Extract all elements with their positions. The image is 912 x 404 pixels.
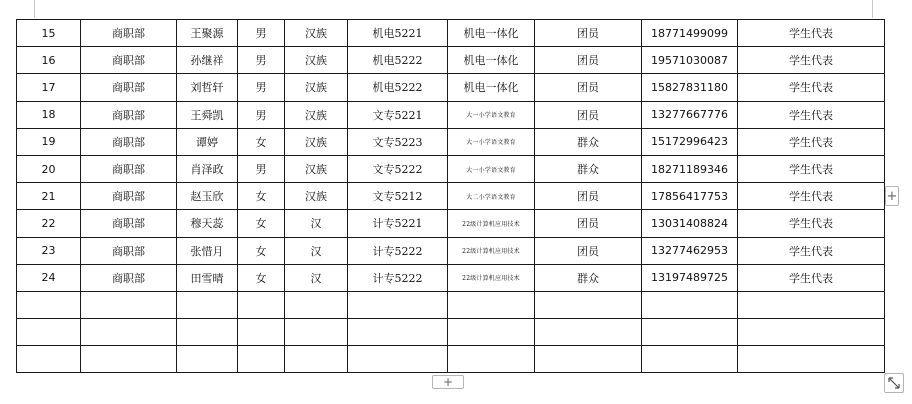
cell-ethnicity[interactable]: 汉族 [285,183,348,210]
add-row-button[interactable] [432,375,464,389]
cell-class[interactable]: 机电5222 [348,74,448,101]
cell-class[interactable]: 文专5222 [348,155,448,182]
cell-political-status[interactable]: 团员 [535,20,642,47]
cell-role[interactable]: 学生代表 [738,155,885,182]
cell-role[interactable]: 学生代表 [738,101,885,128]
cell-ethnicity[interactable]: 汉 [285,210,348,237]
cell-number[interactable]: 15 [17,20,81,47]
cell-political-status[interactable]: 群众 [535,264,642,291]
cell-major[interactable]: 大一小学语文教育 [448,128,535,155]
empty-cell[interactable] [642,346,738,373]
cell-number[interactable]: 17 [17,74,81,101]
cell-role[interactable]: 学生代表 [738,237,885,264]
cell-class[interactable]: 文专5212 [348,183,448,210]
empty-cell[interactable] [348,319,448,346]
cell-name[interactable]: 穆天蕊 [177,210,238,237]
cell-ethnicity[interactable]: 汉族 [285,155,348,182]
cell-role[interactable]: 学生代表 [738,128,885,155]
cell-gender[interactable]: 男 [238,47,285,74]
cell-name[interactable]: 王舜凯 [177,101,238,128]
empty-cell[interactable] [285,291,348,318]
cell-gender[interactable]: 男 [238,20,285,47]
cell-major[interactable]: 机电一体化 [448,20,535,47]
empty-table-row [17,291,885,318]
cell-phone[interactable]: 13031408824 [642,210,738,237]
cell-political-status[interactable]: 团员 [535,101,642,128]
empty-cell[interactable] [448,319,535,346]
table-row [17,210,885,237]
cell-name[interactable]: 王聚源 [177,20,238,47]
empty-cell[interactable] [177,291,238,318]
empty-cell[interactable] [17,319,81,346]
cell-role[interactable]: 学生代表 [738,20,885,47]
cell-political-status[interactable]: 团员 [535,47,642,74]
resize-arrows-icon [885,374,903,392]
cell-role[interactable]: 学生代表 [738,210,885,237]
cell-gender[interactable]: 女 [238,128,285,155]
empty-cell[interactable] [535,291,642,318]
empty-cell[interactable] [348,291,448,318]
table-row [17,264,885,291]
cell-major[interactable]: 大二小学语文教育 [448,183,535,210]
cell-phone[interactable]: 13197489725 [642,264,738,291]
empty-cell[interactable] [177,319,238,346]
cell-role[interactable]: 学生代表 [738,264,885,291]
table-row [17,237,885,264]
cell-class[interactable]: 文专5223 [348,128,448,155]
empty-cell[interactable] [448,291,535,318]
table-row [17,101,885,128]
cell-major[interactable]: 22级计算机应用技术 [448,237,535,264]
empty-cell[interactable] [81,346,177,373]
table-body [17,20,885,373]
empty-cell[interactable] [177,346,238,373]
cell-department[interactable]: 商职部 [81,47,177,74]
cell-phone[interactable]: 18271189346 [642,155,738,182]
page-margin-guide-left [34,0,35,18]
cell-name[interactable]: 孙继祥 [177,47,238,74]
table-row [17,155,885,182]
cell-ethnicity[interactable]: 汉 [285,264,348,291]
add-column-button[interactable] [885,186,899,206]
cell-major[interactable]: 22级计算机应用技术 [448,210,535,237]
cell-department[interactable]: 商职部 [81,128,177,155]
empty-cell[interactable] [738,319,885,346]
cell-phone[interactable]: 13277462953 [642,237,738,264]
cell-department[interactable]: 商职部 [81,20,177,47]
cell-political-status[interactable]: 团员 [535,210,642,237]
cell-gender[interactable]: 女 [238,264,285,291]
cell-gender[interactable]: 女 [238,237,285,264]
empty-cell[interactable] [285,319,348,346]
page-margin-guide-right [872,0,873,18]
cell-department[interactable]: 商职部 [81,237,177,264]
cell-major[interactable]: 大一小学语文教育 [448,155,535,182]
empty-cell[interactable] [738,291,885,318]
cell-class[interactable]: 计专5222 [348,264,448,291]
cell-phone[interactable]: 19571030087 [642,47,738,74]
cell-gender[interactable]: 女 [238,183,285,210]
empty-cell[interactable] [642,291,738,318]
cell-political-status[interactable]: 群众 [535,128,642,155]
cell-class[interactable]: 机电5221 [348,20,448,47]
cell-political-status[interactable]: 团员 [535,74,642,101]
cell-department[interactable]: 商职部 [81,210,177,237]
empty-cell[interactable] [238,346,285,373]
cell-number[interactable]: 21 [17,183,81,210]
empty-cell[interactable] [535,346,642,373]
student-table [16,19,885,373]
empty-cell[interactable] [81,319,177,346]
cell-political-status[interactable]: 群众 [535,155,642,182]
cell-number[interactable]: 16 [17,47,81,74]
cell-number[interactable]: 22 [17,210,81,237]
cell-ethnicity[interactable]: 汉 [285,237,348,264]
cell-role[interactable]: 学生代表 [738,74,885,101]
cell-gender[interactable]: 男 [238,101,285,128]
cell-class[interactable]: 计专5221 [348,210,448,237]
empty-cell[interactable] [642,319,738,346]
cell-department[interactable]: 商职部 [81,74,177,101]
cell-number[interactable]: 23 [17,237,81,264]
cell-phone[interactable]: 17856417753 [642,183,738,210]
cell-role[interactable]: 学生代表 [738,47,885,74]
cell-political-status[interactable]: 团员 [535,183,642,210]
table-resize-handle[interactable] [884,373,904,393]
cell-department[interactable]: 商职部 [81,264,177,291]
cell-ethnicity[interactable]: 汉族 [285,74,348,101]
cell-ethnicity[interactable]: 汉族 [285,101,348,128]
cell-class[interactable]: 文专5221 [348,101,448,128]
empty-cell[interactable] [738,346,885,373]
table-row [17,74,885,101]
cell-number[interactable]: 18 [17,101,81,128]
empty-cell[interactable] [348,346,448,373]
cell-gender[interactable]: 男 [238,155,285,182]
cell-gender[interactable]: 女 [238,210,285,237]
empty-cell[interactable] [238,291,285,318]
cell-phone[interactable]: 18771499099 [642,20,738,47]
empty-cell[interactable] [535,319,642,346]
cell-role[interactable]: 学生代表 [738,183,885,210]
cell-phone[interactable]: 15827831180 [642,74,738,101]
empty-cell[interactable] [238,319,285,346]
cell-name[interactable]: 张惜月 [177,237,238,264]
cell-department[interactable]: 商职部 [81,155,177,182]
cell-ethnicity[interactable]: 汉族 [285,47,348,74]
cell-class[interactable]: 机电5222 [348,47,448,74]
empty-cell[interactable] [81,291,177,318]
plus-icon: + [886,188,898,204]
cell-political-status[interactable]: 团员 [535,237,642,264]
cell-department[interactable]: 商职部 [81,183,177,210]
table-row [17,128,885,155]
table-row [17,20,885,47]
cell-name[interactable]: 田雪晴 [177,264,238,291]
cell-number[interactable]: 24 [17,264,81,291]
cell-phone[interactable]: 13277667776 [642,101,738,128]
cell-class[interactable]: 计专5222 [348,237,448,264]
empty-cell[interactable] [17,291,81,318]
cell-gender[interactable]: 男 [238,74,285,101]
cell-major[interactable]: 机电一体化 [448,47,535,74]
empty-cell[interactable] [285,346,348,373]
empty-cell[interactable] [17,346,81,373]
cell-ethnicity[interactable]: 汉族 [285,20,348,47]
cell-number[interactable]: 20 [17,155,81,182]
plus-icon: + [442,375,454,389]
cell-major[interactable]: 22级计算机应用技术 [448,264,535,291]
cell-department[interactable]: 商职部 [81,101,177,128]
empty-table-row [17,346,885,373]
empty-table-row [17,319,885,346]
cell-major[interactable]: 大一小学语文教育 [448,101,535,128]
cell-number[interactable]: 19 [17,128,81,155]
cell-name[interactable]: 谭婷 [177,128,238,155]
cell-name[interactable]: 刘哲轩 [177,74,238,101]
cell-name[interactable]: 赵玉欣 [177,183,238,210]
cell-major[interactable]: 机电一体化 [448,74,535,101]
cell-name[interactable]: 肖泽政 [177,155,238,182]
cell-ethnicity[interactable]: 汉族 [285,128,348,155]
cell-phone[interactable]: 15172996423 [642,128,738,155]
table-row [17,47,885,74]
empty-cell[interactable] [448,346,535,373]
table-row [17,183,885,210]
